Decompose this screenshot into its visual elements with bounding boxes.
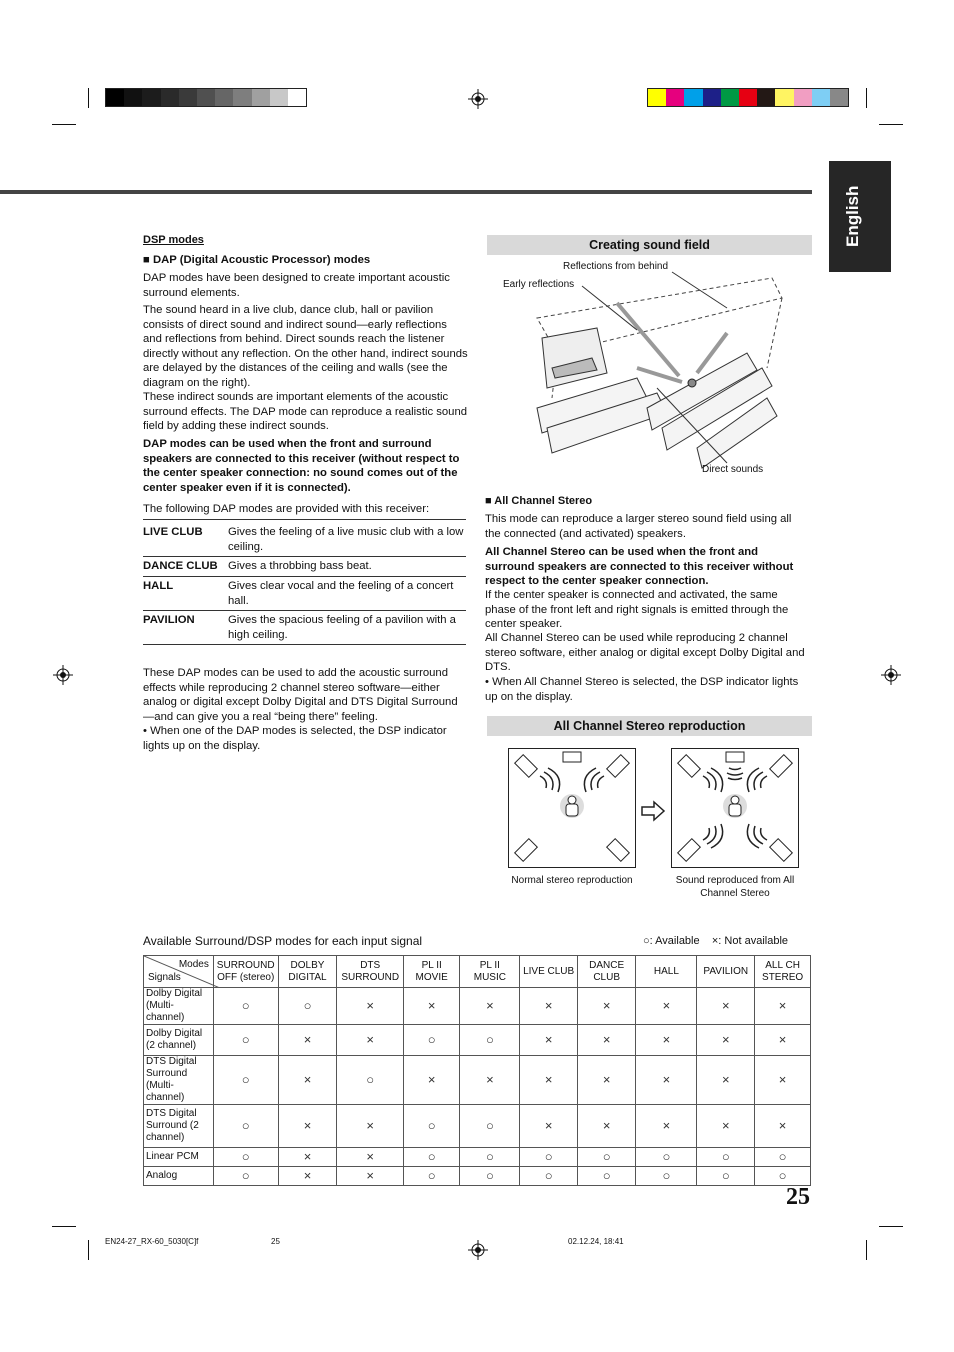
color-swatch	[215, 89, 233, 106]
mode-row	[143, 519, 466, 557]
bullet-note: • When All Channel Stereo is selected, the DSP indicator lights up on the display.	[485, 676, 799, 703]
cell: ○	[636, 1167, 697, 1186]
cell: ○	[460, 1105, 520, 1148]
table-row	[144, 1148, 811, 1167]
color-swatch	[179, 89, 197, 106]
color-swatch	[739, 89, 757, 106]
mode-name: HALL	[143, 580, 174, 592]
header-rule	[0, 190, 812, 194]
color-swatch	[648, 89, 666, 106]
cell: ×	[697, 1056, 755, 1105]
paragraph: The sound heard in a live club, dance club, hall or pavilion consists of direct sound and indirect sound—early reflections and reflections from behind. Direct sounds reach the listener directly without any reflection. On the other hand, indirect sounds are delayed by the distances of the ceiling and walls (see the diagram on the right).	[143, 304, 468, 389]
table-row	[144, 988, 811, 1025]
mode-description: Gives a throbbing bass beat.	[228, 560, 372, 572]
mode-description: Gives the feeling of a live music club with a low ceiling.	[228, 526, 464, 553]
color-swatch	[703, 89, 721, 106]
signal-name: DTS Digital Surround (2 channel)	[144, 1105, 214, 1148]
cell: ×	[697, 1105, 755, 1148]
not-available-icon: ×	[711, 935, 719, 947]
cell: ○	[460, 1167, 520, 1186]
label-early-reflections: Early reflections	[503, 279, 575, 290]
cell: ×	[520, 988, 578, 1025]
cell: ×	[755, 988, 811, 1025]
table-title: Available Surround/DSP modes for each input signal	[143, 934, 423, 948]
color-swatch	[197, 89, 215, 106]
cell: ×	[278, 1167, 337, 1186]
cell: ×	[278, 1025, 337, 1056]
mode-row	[143, 556, 466, 577]
section-title: DSP modes	[143, 234, 204, 246]
gray-calibration-bar	[105, 88, 307, 107]
paragraph: This mode can reproduce a larger stereo sound field using all the connected (and activated) speakers.	[485, 513, 792, 540]
column-header: PL II MUSIC	[460, 956, 520, 988]
cell: ×	[577, 1056, 636, 1105]
cell: ○	[636, 1148, 697, 1167]
crop-mark	[88, 88, 89, 108]
bullet-note: • When one of the DAP modes is selected, the DSP indicator lights up on the display.	[143, 725, 447, 752]
label-reflections-behind: Reflections from behind	[563, 261, 669, 272]
cell: ×	[278, 1105, 337, 1148]
cell: ○	[520, 1167, 578, 1186]
mode-name: LIVE CLUB	[143, 526, 203, 538]
cell: ×	[755, 1025, 811, 1056]
cell: ×	[460, 1056, 520, 1105]
color-swatch	[775, 89, 793, 106]
cell: ○	[213, 1056, 278, 1105]
color-swatch	[106, 89, 124, 106]
cell: ○	[213, 1025, 278, 1056]
cell: ×	[577, 988, 636, 1025]
all-channel-stereo-diagram	[671, 748, 799, 868]
crop-mark	[88, 1240, 89, 1260]
paragraph-note: DAP modes can be used when the front and surround speakers are connected to this receiver (without respect to the center speaker connection: no sound comes out of the center speaker even if it is connected).	[143, 438, 460, 494]
color-calibration-bar	[647, 88, 849, 107]
color-swatch	[812, 89, 830, 106]
cell: ×	[577, 1025, 636, 1056]
acs-heading: ■ All Channel Stereo	[485, 495, 593, 507]
crop-mark	[866, 88, 867, 108]
signal-name: Dolby Digital (Multi-channel)	[144, 988, 214, 1025]
paragraph-note: All Channel Stereo can be used when the front and surround speakers are connected to this receiver without respect to the center speaker connection.	[485, 546, 794, 587]
cell: ×	[337, 1167, 404, 1186]
cell: ×	[755, 1105, 811, 1148]
column-header: SURROUND OFF (stereo)	[213, 956, 278, 988]
cell: ○	[213, 1148, 278, 1167]
column-header: DOLBY DIGITAL	[278, 956, 337, 988]
crop-mark	[879, 124, 903, 125]
registration-target-icon	[468, 89, 488, 109]
corner-modes: Modes	[178, 959, 209, 970]
column-header: HALL	[636, 956, 697, 988]
cell: ○	[403, 1148, 459, 1167]
crop-mark	[52, 1226, 76, 1227]
column-header: ALL CH STEREO	[755, 956, 811, 988]
acs-heading-text: All Channel Stereo	[494, 495, 593, 507]
color-swatch	[124, 89, 142, 106]
mode-name: PAVILION	[143, 614, 195, 626]
available-icon: ○	[643, 935, 650, 947]
cell: ×	[755, 1056, 811, 1105]
cell: ○	[520, 1148, 578, 1167]
crop-mark	[52, 124, 76, 125]
paragraph: All Channel Stereo can be used while reproducing 2 channel stereo software, either analog or digital except Dolby Digital and DTS.	[485, 632, 805, 673]
page-number: 25	[786, 1184, 810, 1210]
footer-file: EN24-27_RX-60_5030[C]f	[105, 1237, 199, 1246]
color-swatch	[270, 89, 288, 106]
sound-field-title: Creating sound field	[487, 235, 812, 255]
cell: ○	[403, 1105, 459, 1148]
mode-description: Gives the spacious feeling of a pavilion with a high ceiling.	[228, 614, 456, 641]
legend-not-available: Not available	[724, 935, 789, 947]
mode-row	[143, 576, 466, 611]
registration-target-icon	[53, 665, 73, 685]
cell: ○	[213, 988, 278, 1025]
color-swatch	[142, 89, 160, 106]
color-swatch	[757, 89, 775, 106]
cell: ×	[337, 988, 404, 1025]
table-row	[144, 1167, 811, 1186]
paragraph: If the center speaker is connected and activated, the same phase of the front left and right signals is emitted through the center speaker.	[485, 589, 789, 630]
footer-date: 02.12.24, 18:41	[568, 1237, 624, 1246]
column-header: PAVILION	[697, 956, 755, 988]
cell: ×	[520, 1105, 578, 1148]
cell: ×	[520, 1056, 578, 1105]
paragraph: These indirect sounds are important elements of the acoustic surround effects. The DAP mode can reproduce a realistic sound field by adding these indirect sounds.	[143, 391, 468, 432]
color-swatch	[161, 89, 179, 106]
cell: ×	[577, 1105, 636, 1148]
language-tab-label: English	[843, 185, 862, 247]
color-swatch	[830, 89, 848, 106]
dap-heading: ■ DAP (Digital Acoustic Processor) modes	[143, 254, 371, 266]
footer-page: 25	[271, 1237, 280, 1246]
cell: ○	[460, 1025, 520, 1056]
cell: ○	[577, 1148, 636, 1167]
color-swatch	[794, 89, 812, 106]
cell: ×	[636, 1056, 697, 1105]
modes-table	[143, 955, 811, 1186]
corner-signals: Signals	[148, 972, 181, 983]
table-header-row	[144, 956, 811, 988]
signal-name: Linear PCM	[144, 1148, 214, 1167]
registration-target-icon	[468, 1240, 488, 1260]
cell: ×	[460, 988, 520, 1025]
table-legend: ○: Available ×: Not available	[643, 935, 789, 947]
cell: ○	[755, 1167, 811, 1186]
table-row	[144, 1025, 811, 1056]
cell: ×	[278, 1148, 337, 1167]
paragraph: These DAP modes can be used to add the acoustic surround effects while reproducing 2 channel stereo software—either analog or digital except Dolby Digital and DTS Digital Surround—and can give you a real “being there” feeling.	[143, 667, 458, 723]
cell: ○	[697, 1148, 755, 1167]
mode-description: Gives clear vocal and the feeling of a concert hall.	[228, 580, 454, 607]
column-header: LIVE CLUB	[520, 956, 578, 988]
registration-target-icon	[881, 665, 901, 685]
arrow-right-icon	[640, 800, 666, 822]
dap-heading-text: DAP (Digital Acoustic Processor) modes	[152, 254, 371, 266]
table-row	[144, 1056, 811, 1105]
cell: ○	[755, 1148, 811, 1167]
color-swatch	[252, 89, 270, 106]
corner-cell	[144, 956, 214, 988]
cell: ×	[278, 1056, 337, 1105]
color-swatch	[721, 89, 739, 106]
cell: ○	[697, 1167, 755, 1186]
cell: ○	[278, 988, 337, 1025]
color-swatch	[288, 89, 306, 106]
signal-name: Analog	[144, 1167, 214, 1186]
color-swatch	[684, 89, 702, 106]
cell: ×	[337, 1025, 404, 1056]
cell: ○	[403, 1025, 459, 1056]
cell: ×	[403, 988, 459, 1025]
cell: ×	[697, 1025, 755, 1056]
caption-acs: Sound reproduced from All Channel Stereo	[675, 875, 795, 899]
color-swatch	[666, 89, 684, 106]
cell: ×	[636, 1025, 697, 1056]
cell: ○	[403, 1167, 459, 1186]
language-tab	[829, 161, 891, 272]
cell: ×	[337, 1105, 404, 1148]
cell: ×	[697, 988, 755, 1025]
cell: ×	[403, 1056, 459, 1105]
paragraph: The following DAP modes are provided with this receiver:	[143, 503, 430, 515]
table-row	[144, 1105, 811, 1148]
cell: ○	[577, 1167, 636, 1186]
caption-normal: Normal stereo reproduction	[511, 875, 633, 886]
mode-name: DANCE CLUB	[143, 560, 218, 572]
paragraph: DAP modes have been designed to create important acoustic surround elements.	[143, 272, 450, 299]
acs-repro-title: All Channel Stereo reproduction	[487, 716, 812, 736]
label-direct-sounds: Direct sounds	[702, 464, 764, 475]
cell: ×	[636, 1105, 697, 1148]
column-header: PL II MOVIE	[403, 956, 459, 988]
column-header: DANCE CLUB	[577, 956, 636, 988]
mode-row	[143, 610, 466, 645]
cell: ○	[337, 1056, 404, 1105]
signal-name: DTS Digital Surround (Multi-channel)	[144, 1056, 214, 1105]
crop-mark	[866, 1240, 867, 1260]
color-swatch	[233, 89, 251, 106]
cell: ○	[213, 1105, 278, 1148]
signal-name: Dolby Digital (2 channel)	[144, 1025, 214, 1056]
cell: ×	[636, 988, 697, 1025]
cell: ○	[460, 1148, 520, 1167]
crop-mark	[879, 1226, 903, 1227]
cell: ○	[213, 1167, 278, 1186]
normal-stereo-diagram	[508, 748, 636, 868]
cell: ×	[337, 1148, 404, 1167]
cell: ×	[520, 1025, 578, 1056]
column-header: DTS SURROUND	[337, 956, 404, 988]
legend-available: Available	[655, 935, 700, 947]
